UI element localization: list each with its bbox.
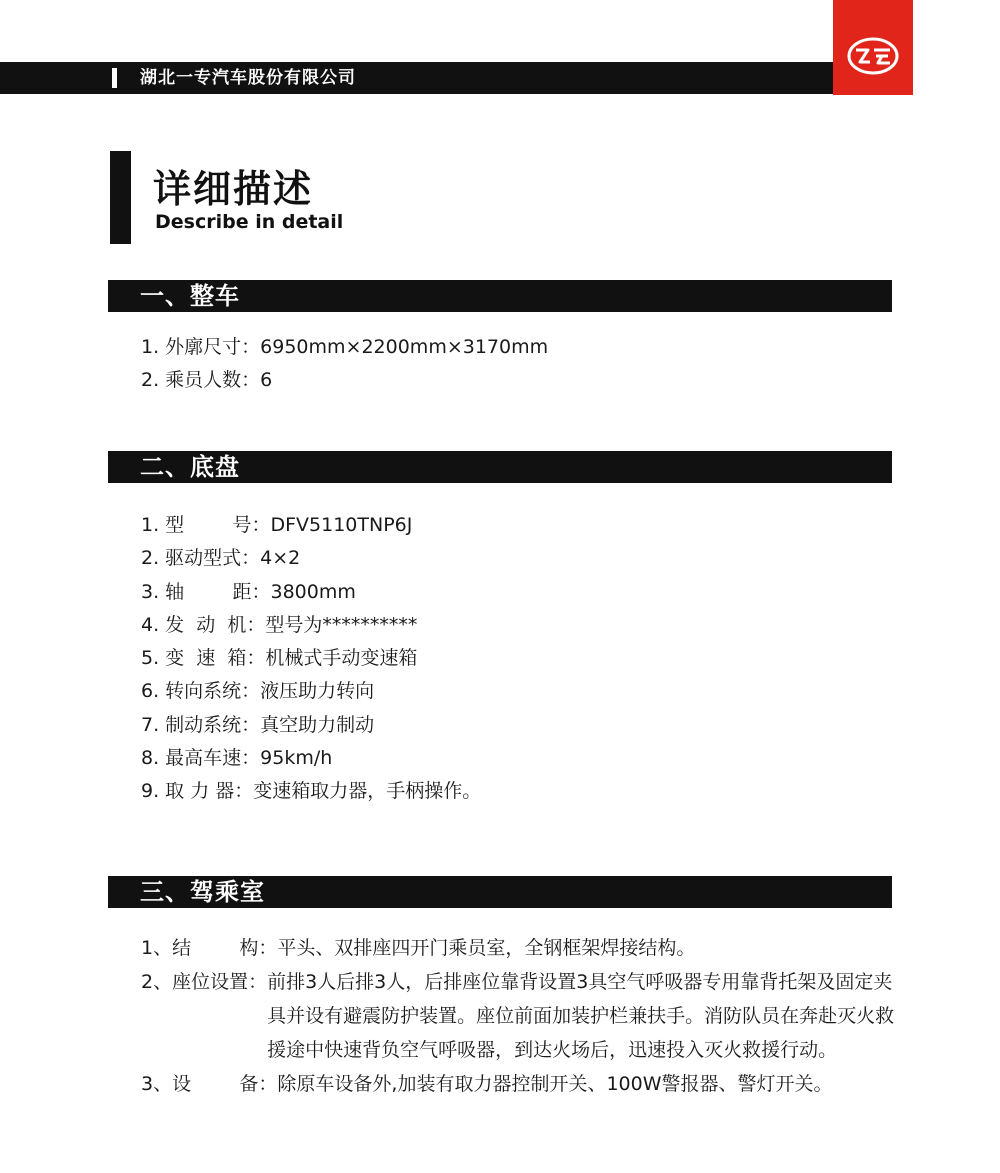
list-item: 2. 乘员人数：6 (141, 369, 273, 392)
list-item: 8. 最高车速：95km/h (141, 747, 333, 770)
list-item: 1. 外廓尺寸：6950mm×2200mm×3170mm (141, 336, 549, 358)
header-tick-mark (112, 68, 117, 88)
page-title: 详细描述 (153, 167, 314, 211)
section-heading-label: 一、整车 (140, 282, 240, 310)
item-label: 3、设 备： (141, 1073, 278, 1095)
item-text: 除原车设备外,加装有取力器控制开关、100W警报器、警灯开关。 (277, 1073, 833, 1095)
list-item: 3. 轴 距：3800mm (141, 580, 356, 603)
item-text: 前排3人后排3人，后排座位靠背设置3具空气呼吸器专用靠背托架及固定夹具并设有避震防护装置。座位前面加装护栏兼扶手。消防队员在奔赴灭火救援途中快速背负空气呼吸器，到达火场后，迅速投入灭火救援行动。 (267, 971, 895, 1061)
item-text: 平头、双排座四开门乘员室，全钢框架焊接结构。 (277, 937, 696, 959)
list-item: 5. 变 速 箱：机械式手动变速箱 (141, 647, 418, 670)
title-accent-bar (110, 151, 131, 244)
list-item (141, 931, 901, 965)
section-heading-label: 二、底盘 (140, 453, 240, 481)
vehicle-spec-list (141, 331, 548, 398)
list-item: 6. 转向系统：液压助力转向 (141, 680, 375, 703)
section-heading-chassis (108, 451, 892, 483)
list-item (141, 1067, 901, 1101)
cab-spec-list (141, 931, 901, 1101)
company-name: 湖北一专汽车股份有限公司 (140, 68, 356, 88)
list-item: 4. 发 动 机：型号为********** (141, 613, 418, 636)
section-heading-vehicle (108, 280, 892, 312)
section-heading-label: 三、驾乘室 (140, 878, 265, 906)
list-item: 9. 取 力 器：变速箱取力器，手柄操作。 (141, 780, 482, 803)
list-item: 2. 驱动型式：4×2 (141, 547, 301, 570)
list-item (141, 965, 901, 1067)
item-label: 2、座位设置： (141, 971, 268, 993)
brand-logo (833, 0, 913, 95)
section-heading-cab (108, 876, 892, 908)
item-label: 1、结 构： (141, 937, 278, 959)
page-subtitle: Describe in detail (155, 211, 344, 233)
chassis-spec-list (141, 509, 481, 809)
brand-logo-icon (846, 36, 900, 76)
list-item: 1. 型 号：DFV5110TNP6J (141, 514, 413, 536)
company-header-bar (0, 62, 833, 94)
list-item: 7. 制动系统：真空助力制动 (141, 713, 375, 736)
